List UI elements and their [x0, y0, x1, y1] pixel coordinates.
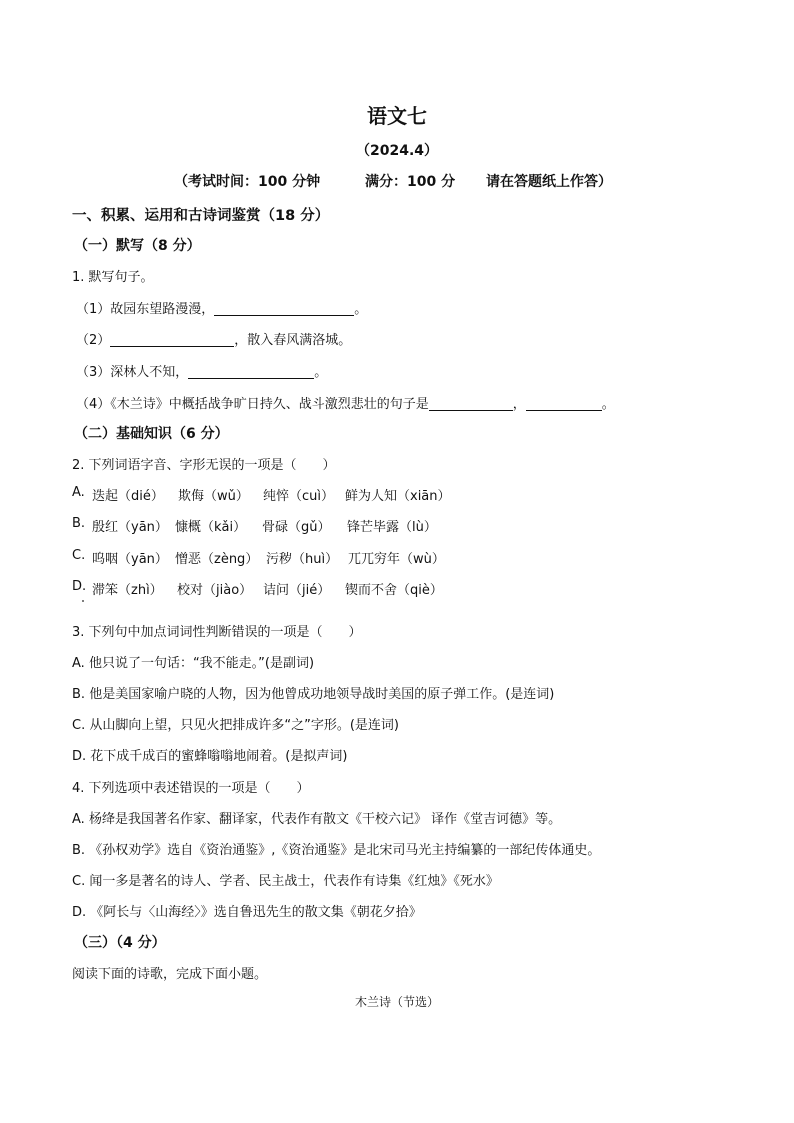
q2-option-a[interactable]	[72, 485, 85, 500]
stray-dot	[82, 600, 84, 602]
option-text: 他是美国家喻户晓的人物，因为他曾成功地领导战时美国的原子弹工作。(是连词)	[89, 687, 555, 702]
q2-option-c-word: 污秽（huì）	[266, 552, 339, 567]
q1-item1	[76, 298, 367, 317]
answer-blank-4[interactable]	[429, 396, 513, 411]
answer-blank-5[interactable]	[526, 396, 602, 411]
q1-item3	[76, 361, 327, 380]
q2-option-b-word: 骨碌（gǔ）	[262, 520, 331, 535]
option-label: A.	[72, 485, 85, 500]
option-label: A.	[72, 812, 85, 827]
q1-item2-end: ，散入春风满洛城。	[234, 333, 352, 348]
option-label: C.	[72, 874, 86, 889]
q3-option-d[interactable]	[72, 745, 347, 764]
q3-stem: 3. 下列句中加点词词性判断错误的一项是（ ）	[72, 625, 362, 640]
q4-stem: 4. 下列选项中表述错误的一项是（ ）	[72, 781, 310, 796]
q2-option-c-word: 呜咽（yān）	[92, 552, 168, 567]
q2-stem: 2. 下列词语字音、字形无误的一项是（ ）	[72, 458, 336, 473]
q4-option-a[interactable]	[72, 808, 561, 827]
q4-option-c[interactable]	[72, 870, 499, 889]
option-label: C.	[72, 548, 86, 563]
q1-item4-mid: ，	[512, 397, 526, 412]
q2-option-a-word: 纯悴（cuì）	[263, 489, 334, 504]
q2-option-d[interactable]	[72, 579, 86, 594]
option-text: 闻一多是著名的诗人、学者、民主战士，代表作有诗集《红烛》《死水》	[89, 874, 499, 889]
option-text: 《阿长与〈山海经〉》选自鲁迅先生的散文集《朝花夕拾》	[90, 905, 422, 920]
part3-instruction: 阅读下面的诗歌，完成下面小题。	[72, 967, 268, 982]
q1-item1-end: 。	[354, 302, 368, 317]
option-label: D.	[72, 905, 87, 920]
part3-heading: （三）（4 分）	[74, 935, 166, 951]
q3-option-b[interactable]	[72, 683, 554, 702]
q2-option-b-word: 殷红（yān）	[92, 520, 168, 535]
answer-blank-1[interactable]	[214, 301, 354, 316]
q1-item4-text: （4）《木兰诗》中概括战争旷日持久、战斗激烈悲壮的句子是	[76, 397, 429, 412]
answer-blank-2[interactable]	[110, 332, 234, 347]
section-heading: 一、积累、运用和古诗词鉴赏（18 分）	[72, 208, 330, 224]
q2-option-c[interactable]	[72, 548, 85, 563]
part1-heading: （一）默写（8 分）	[74, 238, 201, 254]
q1-stem: 1. 默写句子。	[72, 270, 154, 285]
option-label: C.	[72, 718, 86, 733]
q2-option-b-word: 锋芒毕露（lù）	[347, 520, 437, 535]
option-text: 花下成千成百的蜜蜂嗡嗡地闹着。(是拟声词)	[90, 749, 348, 764]
q1-item4-end: 。	[601, 397, 615, 412]
q4-option-b[interactable]	[72, 839, 600, 858]
q1-item4	[76, 393, 615, 412]
q1-item3-text: （3）深林人不知，	[76, 365, 189, 380]
q1-item1-text: （1）故园东望路漫漫，	[76, 302, 215, 317]
page-title: 语文七	[367, 104, 427, 128]
full-score: 满分：100 分	[365, 174, 456, 190]
poem-title: 木兰诗（节选）	[354, 995, 439, 1009]
q2-option-c-word: 兀兀穷年（wù）	[348, 552, 445, 567]
exam-date: （2024.4）	[355, 143, 439, 159]
q2-option-b-word: 慷概（kǎi）	[175, 520, 247, 535]
q2-option-d-word: 校对（jiào）	[177, 583, 253, 598]
q2-option-c-word: 憎恶（zèng）	[175, 552, 259, 567]
q2-option-a-word: 鲜为人知（xiān）	[345, 489, 451, 504]
q4-option-d[interactable]	[72, 901, 422, 920]
option-text: 《孙权劝学》选自《资治通鉴》,《资治通鉴》是北宋司马光主持编纂的一部纪传体通史。	[89, 843, 601, 858]
option-text: 杨绛是我国著名作家、翻译家，代表作有散文《干校六记》 译作《堂吉诃德》等。	[88, 812, 562, 827]
answer-blank-3[interactable]	[188, 364, 314, 379]
option-label: B.	[72, 516, 86, 531]
q2-option-d-word: 诘问（jié）	[263, 583, 331, 598]
q3-option-a[interactable]	[72, 652, 314, 671]
q2-option-d-word: 滞笨（zhì）	[92, 583, 163, 598]
option-text: 他只说了一句话：“我不能走。”(是副词)	[88, 656, 315, 671]
q2-option-d-word: 锲而不舍（qiè）	[345, 583, 443, 598]
q1-item2-text: （2）	[76, 333, 111, 348]
part2-heading: （二）基础知识（6 分）	[74, 426, 229, 442]
q1-item2	[76, 329, 351, 348]
option-text: 从山脚向上望，只见火把排成许多“之”字形。(是连词)	[89, 718, 399, 733]
option-label: B.	[72, 843, 86, 858]
option-label: D.	[72, 579, 87, 594]
q3-option-c[interactable]	[72, 714, 399, 733]
q2-option-a-word: 迭起（dié）	[92, 489, 164, 504]
option-label: A.	[72, 656, 85, 671]
option-label: B.	[72, 687, 86, 702]
q2-option-b[interactable]	[72, 516, 85, 531]
q2-option-a-word: 欺侮（wǔ）	[178, 489, 249, 504]
q1-item3-end: 。	[314, 365, 328, 380]
exam-time: （考试时间：100 分钟	[174, 174, 321, 190]
option-label: D.	[72, 749, 87, 764]
answer-instruction: 请在答题纸上作答）	[486, 174, 612, 190]
